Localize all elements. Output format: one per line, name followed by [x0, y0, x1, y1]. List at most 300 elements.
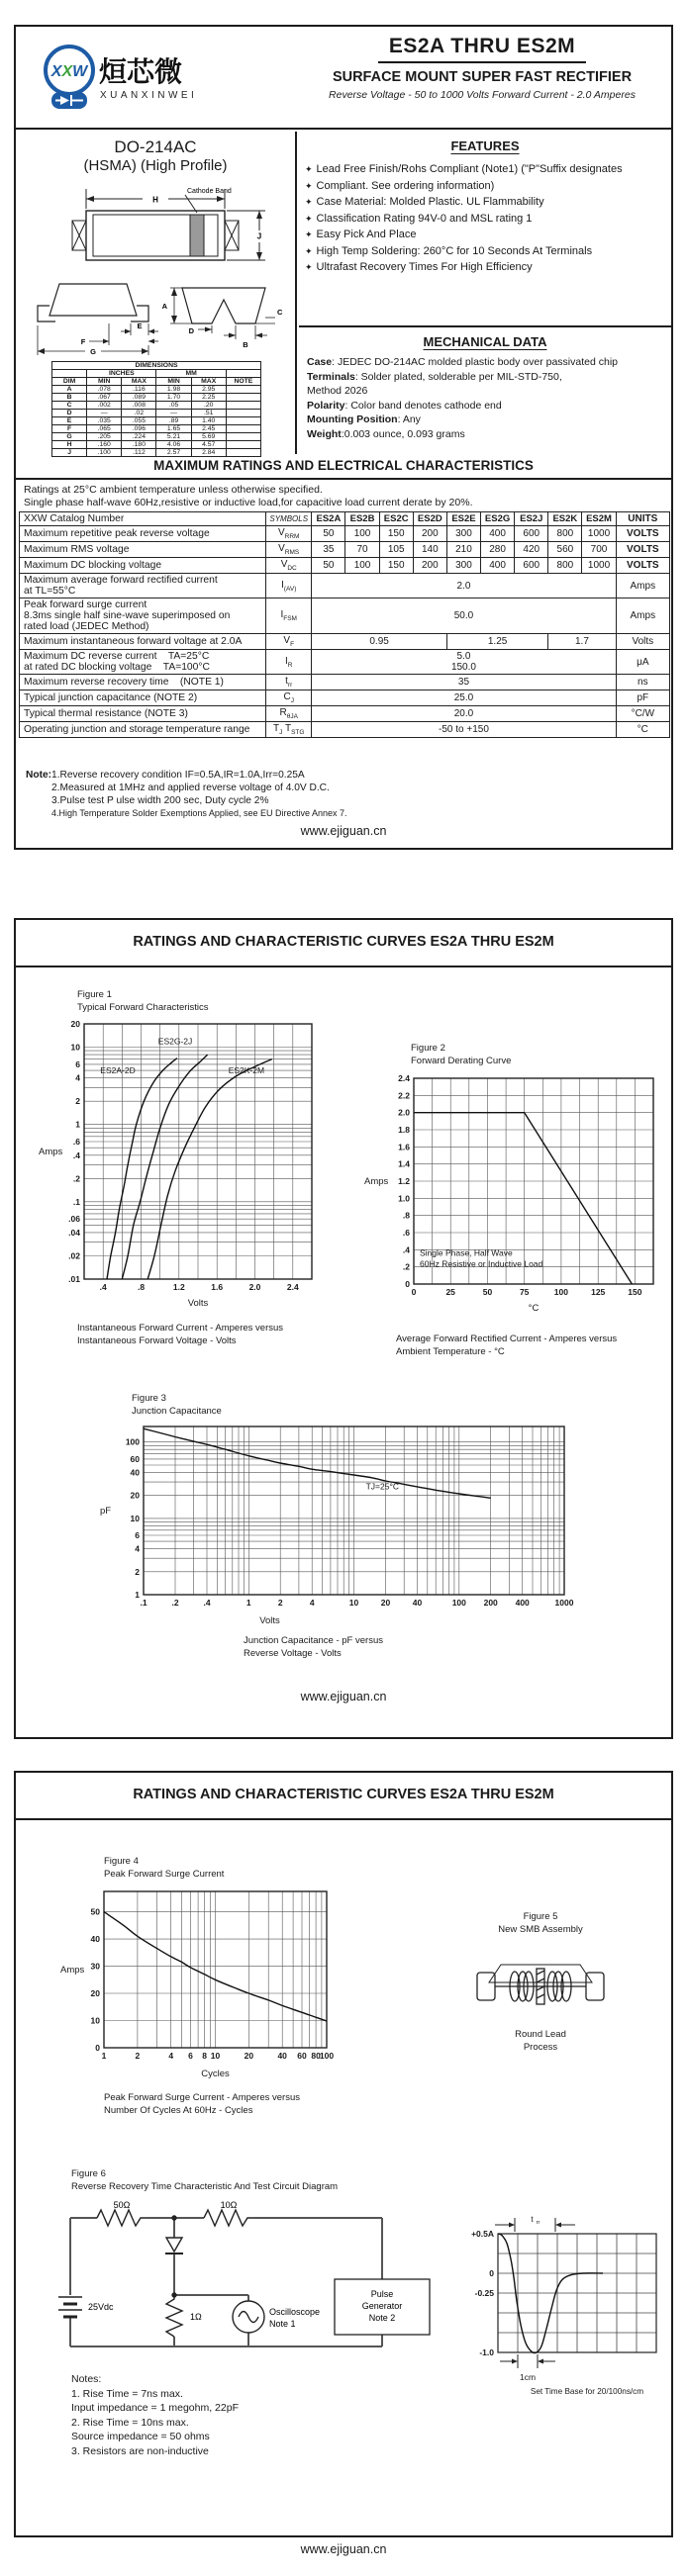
- mechanical-line: [307, 384, 665, 399]
- row-value: 300: [446, 526, 480, 542]
- x-tick-label: 2.0: [248, 1282, 261, 1292]
- note-text: 1.Reverse recovery condition IF=0.5A,IR=1.0A,Irr=0.25A: [51, 770, 305, 781]
- row-symbol: [266, 706, 312, 722]
- page-3: [14, 1771, 673, 2537]
- x-axis-label: °C: [528, 1303, 540, 1314]
- feature-item: [305, 211, 667, 228]
- row-symbol: [266, 650, 312, 675]
- y-tick-label: .6: [72, 1137, 80, 1147]
- arrowhead-icon: [512, 2359, 518, 2364]
- dimensions-table: [51, 361, 261, 457]
- row-value: [312, 650, 616, 675]
- table-row: [52, 394, 261, 402]
- table-cell: 1.70: [156, 394, 191, 402]
- dim-j-label: J: [256, 231, 262, 241]
- table-cell: MAX: [122, 378, 156, 386]
- row-units: pF: [616, 690, 669, 706]
- y-tick-label: 2: [75, 1096, 80, 1107]
- row-value: 200: [413, 526, 446, 542]
- y-tick-label: 30: [90, 1961, 100, 1972]
- symbol-main: T: [282, 723, 292, 734]
- row-label: [20, 722, 266, 738]
- y-tick-label: 0: [405, 1279, 410, 1289]
- x-tick-label: .8: [137, 1282, 146, 1292]
- table-cell: B: [52, 394, 87, 402]
- ratings-conditions: [24, 484, 473, 509]
- x-axis-label: Cycles: [201, 2069, 230, 2079]
- mechanical-text: : Any: [397, 414, 421, 425]
- row-units: °C/W: [616, 706, 669, 722]
- table-cell: INCHES: [87, 370, 156, 378]
- y-tick-label: .2: [402, 1261, 410, 1272]
- table-cell: [226, 410, 260, 417]
- symbol-main: R: [279, 707, 287, 718]
- table-row: [20, 558, 670, 574]
- table-cell: .51: [191, 410, 226, 417]
- table-row: [20, 512, 670, 526]
- title-rule: [16, 1818, 671, 1820]
- arrowhead-icon: [509, 2223, 515, 2228]
- dim-f-label: F: [80, 337, 86, 346]
- row-label: [20, 650, 266, 675]
- title-rule: [378, 61, 586, 63]
- title-block: [299, 35, 665, 101]
- x-tick-label: 125: [591, 1287, 606, 1297]
- figure-name: New SMB Assembly: [498, 1923, 583, 1935]
- table-cell: 2.45: [191, 425, 226, 433]
- table-cell: ES2G: [481, 512, 515, 526]
- note-line: Notes:: [71, 2373, 102, 2385]
- package-name: DO-214AC: [114, 138, 197, 156]
- row-units: VOLTS: [616, 558, 669, 574]
- dim-d-label: D: [188, 326, 194, 335]
- x-tick-label: 40: [412, 1598, 423, 1608]
- table-cell: DIMENSIONS: [52, 362, 261, 370]
- y-axis-label: Amps: [364, 1176, 389, 1187]
- row-value: 35: [312, 675, 616, 690]
- y-tick-label: .8: [402, 1210, 410, 1221]
- bullet-icon: ✦: [305, 245, 313, 256]
- label-line: Maximum reverse recovery time (NOTE 1): [24, 677, 224, 688]
- mechanical-title: MECHANICAL DATA: [423, 334, 547, 349]
- note-line: Input impedance = 1 megohm, 22pF: [71, 2402, 239, 2414]
- page-title: ES2A THRU ES2M: [388, 35, 576, 57]
- caption-line: Peak Forward Surge Current - Amperes versus: [104, 2092, 300, 2103]
- table-cell: H: [52, 441, 87, 449]
- chart-annotation: ES2G-2J: [157, 1036, 193, 1047]
- bullet-icon: ✦: [305, 230, 313, 239]
- caption-line: Process: [523, 2042, 558, 2053]
- row-value: 150: [379, 558, 413, 574]
- table-row: [20, 634, 670, 650]
- label-line: Typical thermal resistance (NOTE 3): [24, 708, 188, 719]
- data-series: [107, 1058, 177, 1279]
- row-label: [20, 690, 266, 706]
- row-value: 420: [515, 542, 548, 558]
- y-tick-label: .4: [402, 1244, 410, 1255]
- x-tick-label: 1000: [554, 1598, 574, 1608]
- table-cell: ES2E: [446, 512, 480, 526]
- figure3-caption: [244, 1634, 383, 1660]
- header: [16, 27, 671, 130]
- figure-number: Figure 4: [104, 1856, 139, 1867]
- feature-text: Compliant. See ordering information): [316, 179, 495, 192]
- table-row: [52, 362, 261, 370]
- note-line: 3. Resistors are non-inductive: [71, 2444, 209, 2457]
- row-units: Volts: [616, 634, 669, 650]
- logo-monogram: [50, 63, 89, 80]
- table-row: [20, 598, 670, 634]
- data-series: [144, 1428, 491, 1498]
- table-row: [20, 675, 670, 690]
- figure-number: Figure 5: [523, 1911, 558, 1922]
- table-cell: .112: [122, 449, 156, 457]
- symbol-sub: DC: [287, 565, 297, 572]
- table-cell: MAX: [191, 378, 226, 386]
- package-panel: [16, 132, 297, 454]
- label-line: Maximum average forward rectified current: [24, 575, 218, 586]
- condition-line: Single phase half-wave 60Hz,resistive or inductive load,for capacitive load current derate by 20%.: [24, 497, 473, 508]
- package-top-view: [32, 181, 281, 272]
- row-value: 800: [548, 558, 582, 574]
- y-tick-label: .6: [402, 1228, 410, 1238]
- table-row: [20, 650, 670, 675]
- table-cell: SYMBOLS: [266, 512, 312, 526]
- x-tick-label: .1: [140, 1598, 147, 1608]
- symbol-sub: rr: [287, 682, 293, 689]
- y-tick-label: 0: [95, 2043, 100, 2053]
- caption-line: Reverse Voltage - Volts: [244, 1648, 342, 1659]
- table-cell: 2.95: [191, 386, 226, 394]
- y-tick-label: 40: [90, 1934, 100, 1945]
- bullet-icon: ✦: [305, 180, 313, 191]
- features-section: [299, 132, 671, 327]
- x-tick-label: 8: [202, 2051, 207, 2061]
- y-tick-label: 100: [125, 1436, 140, 1447]
- row-value: 800: [548, 526, 582, 542]
- table-cell: ES2M: [582, 512, 616, 526]
- symbol-sub: F: [290, 641, 295, 648]
- row-value: 700: [582, 542, 616, 558]
- page-2: [14, 918, 673, 1739]
- chart-annotation: Single Phase, Half Wave: [420, 1247, 513, 1258]
- row-label: [20, 706, 266, 722]
- label-line: Maximum DC blocking voltage: [24, 560, 162, 571]
- row-label: [20, 634, 266, 650]
- row-symbol: [266, 722, 312, 738]
- label-line: Maximum repetitive peak reverse voltage: [24, 528, 210, 539]
- figure-number: Figure 1: [77, 989, 112, 1000]
- company-logo: [38, 37, 242, 120]
- feature-text: Ultrafast Recovery Times For High Efficiency: [316, 261, 533, 273]
- note-line: [26, 769, 347, 782]
- table-cell: MM: [156, 370, 226, 378]
- info-panel: [299, 132, 671, 454]
- feature-item: [305, 227, 667, 243]
- row-units: Amps: [616, 574, 669, 598]
- row-value: 50: [312, 558, 345, 574]
- label-line: at TL=55°C: [24, 586, 76, 597]
- mechanical-line: [307, 370, 665, 385]
- x-tick-label: 100: [451, 1598, 466, 1608]
- mechanical-term: Polarity: [307, 399, 345, 412]
- table-row: [20, 526, 670, 542]
- y-tick-label: 4: [135, 1543, 140, 1554]
- note-text: 4.High Temperature Solder Exemptions Applied, see EU Directive Annex 7.: [51, 808, 347, 818]
- test-circuit-diagram: [55, 2200, 456, 2363]
- note-line: [26, 794, 347, 807]
- caption-line: Round Lead: [515, 2029, 566, 2040]
- feature-text: Classification Rating 94V-0 and MSL rating 1: [316, 212, 533, 225]
- row-value: 50: [312, 526, 345, 542]
- table-cell: .008: [122, 402, 156, 410]
- x-tick-label: 0: [411, 1287, 417, 1297]
- y-tick-label: .4: [72, 1150, 80, 1160]
- x-tick-label: 200: [483, 1598, 498, 1608]
- row-symbol: [266, 634, 312, 650]
- table-cell: ES2B: [345, 512, 379, 526]
- table-cell: .002: [87, 402, 122, 410]
- row-value: 1.7: [548, 634, 616, 650]
- feature-item: [305, 161, 667, 178]
- arrowhead-icon: [555, 2223, 561, 2228]
- figure5-caption: [451, 2028, 630, 2054]
- logo-letter: X: [50, 63, 62, 80]
- caption-line: Instantaneous Forward Current - Amperes versus: [77, 1323, 284, 1334]
- row-value: 400: [481, 526, 515, 542]
- mechanical-term: Terminals: [307, 370, 355, 383]
- row-value: 210: [446, 542, 480, 558]
- y-tick-label: .06: [68, 1214, 80, 1225]
- chart-annotation: ES2K-2M: [228, 1064, 265, 1075]
- figure-name: Typical Forward Characteristics: [77, 1001, 209, 1013]
- label-line: 8.3ms single half sine-wave superimposed on: [24, 610, 231, 621]
- x-tick-label: 2: [277, 1598, 283, 1608]
- x-tick-label: 75: [519, 1287, 530, 1297]
- mechanical-text: : Color band denotes cathode end: [344, 399, 502, 412]
- resistor-1-label: 1Ω: [190, 2312, 202, 2322]
- row-label: [20, 675, 266, 690]
- title-rule: [16, 966, 671, 967]
- table-cell: [52, 370, 87, 378]
- y-tick-label: 20: [70, 1019, 80, 1029]
- table-cell: E: [52, 417, 87, 425]
- chart-annotation: TJ=25°C: [365, 1481, 400, 1492]
- row-value: 560: [548, 542, 582, 558]
- symbol-main: V: [280, 559, 288, 570]
- y-tick-label: 6: [135, 1530, 140, 1540]
- figure4-caption: [104, 2091, 300, 2117]
- table-cell: .05: [156, 402, 191, 410]
- table-cell: MIN: [156, 378, 191, 386]
- row-value: 100: [345, 526, 379, 542]
- row-value: 1000: [582, 558, 616, 574]
- figure-name: Peak Forward Surge Current: [104, 1868, 225, 1880]
- figure2-label: [411, 1043, 511, 1067]
- x-tick-label: 100: [319, 2051, 335, 2061]
- trr-label: t: [531, 2215, 534, 2224]
- caption-line: Ambient Temperature - °C: [396, 1346, 505, 1357]
- x-tick-label: 1: [245, 1598, 251, 1608]
- symbol-main: C: [283, 691, 291, 702]
- y-tick-label: 10: [70, 1042, 80, 1053]
- row-symbol: [266, 598, 312, 634]
- table-cell: .067: [87, 394, 122, 402]
- note-line: [26, 807, 347, 820]
- row-value: 600: [515, 526, 548, 542]
- symbol-main: V: [277, 527, 285, 538]
- row-value: 2.0: [312, 574, 616, 598]
- table-cell: ES2J: [515, 512, 548, 526]
- cm-label: 1cm: [519, 2372, 537, 2382]
- note-label: Note:: [26, 770, 52, 781]
- note-text: 3.Pulse test P ulse width 200 sec, Duty cycle 2%: [51, 795, 269, 806]
- symbol-sub: θJA: [286, 713, 298, 720]
- table-cell: G: [52, 433, 87, 441]
- row-value: 20.0: [312, 706, 616, 722]
- table-cell: [226, 402, 260, 410]
- row-value: 70: [345, 542, 379, 558]
- row-units: ns: [616, 675, 669, 690]
- x-tick-label: 4: [309, 1598, 315, 1608]
- row-value: 50.0: [312, 598, 616, 634]
- row-symbol: [266, 690, 312, 706]
- table-cell: .160: [87, 441, 122, 449]
- figure4-chart: [58, 1884, 339, 2081]
- mechanical-line: [307, 399, 665, 414]
- row-value: 140: [413, 542, 446, 558]
- ratings-notes: [26, 769, 347, 820]
- table-cell: [226, 433, 260, 441]
- table-cell: .078: [87, 386, 122, 394]
- symbol-main: T: [273, 723, 280, 734]
- table-cell: [226, 441, 260, 449]
- figure-number: Figure 2: [411, 1043, 445, 1054]
- x-tick-label: .4: [203, 1598, 211, 1608]
- table-cell: 1.65: [156, 425, 191, 433]
- y-axis-label: Amps: [39, 1147, 63, 1157]
- figure-number: Figure 6: [71, 2168, 106, 2179]
- dim-g-label: G: [90, 347, 96, 356]
- table-cell: —: [156, 410, 191, 417]
- condition-line: Ratings at 25°C ambient temperature unless otherwise specified.: [24, 484, 323, 496]
- table-cell: MIN: [87, 378, 122, 386]
- row-units: μA: [616, 650, 669, 675]
- supply-label: 25Vdc: [88, 2302, 114, 2312]
- table-cell: .205: [87, 433, 122, 441]
- y-tick-label: 4: [75, 1072, 80, 1083]
- y-tick-label: -1.0: [479, 2347, 494, 2357]
- footer-url: www.ejiguan.cn: [300, 824, 387, 838]
- x-tick-label: 60: [297, 2051, 307, 2061]
- x-tick-label: 4: [168, 2051, 174, 2061]
- footer-url: www.ejiguan.cn: [300, 2542, 387, 2556]
- row-label: [20, 598, 266, 634]
- timebase-label: Set Time Base for 20/100ns/cm: [530, 2387, 644, 2396]
- y-tick-label: .04: [68, 1227, 80, 1238]
- table-cell: .20: [191, 402, 226, 410]
- row-value: 35: [312, 542, 345, 558]
- row-value: 200: [413, 558, 446, 574]
- x-tick-label: 400: [515, 1598, 530, 1608]
- table-cell: [226, 425, 260, 433]
- table-cell: UNITS: [616, 512, 669, 526]
- symbol-main: V: [283, 635, 291, 646]
- figure5-label: [451, 1911, 630, 1936]
- symbol-main: V: [278, 543, 285, 554]
- y-tick-label: 0: [489, 2268, 494, 2278]
- x-tick-label: 50: [482, 1287, 493, 1297]
- dim-b-label: B: [243, 340, 248, 349]
- row-label: [20, 542, 266, 558]
- row-symbol: [266, 558, 312, 574]
- y-tick-label: 1: [135, 1590, 140, 1600]
- table-cell: .180: [122, 441, 156, 449]
- row-value: 1000: [582, 526, 616, 542]
- figure6-notes: [71, 2372, 239, 2458]
- table-cell: .02: [122, 410, 156, 417]
- y-tick-label: .1: [72, 1196, 80, 1207]
- generator-label: Generator: [361, 2301, 403, 2311]
- subtitle: SURFACE MOUNT SUPER FAST RECTIFIER: [332, 69, 633, 85]
- recovery-waveform: [456, 2208, 669, 2406]
- feature-text: Case Material: Molded Plastic. UL Flammability: [316, 196, 544, 208]
- row-value: -50 to +150: [312, 722, 616, 738]
- y-tick-label: 10: [130, 1513, 140, 1523]
- label-line: Operating junction and storage temperature range: [24, 724, 250, 735]
- figure6-label: [71, 2168, 338, 2193]
- row-units: °C: [616, 722, 669, 738]
- row-label: [20, 558, 266, 574]
- y-tick-label: .2: [72, 1173, 80, 1184]
- logo-letter: X: [61, 63, 73, 80]
- mechanical-line: [307, 413, 665, 427]
- ratings-table: [19, 511, 670, 738]
- y-tick-label: 60: [130, 1453, 140, 1464]
- mechanical-line: [307, 427, 665, 442]
- label-line: rated load (JEDEC Method): [24, 621, 149, 632]
- x-tick-label: 10: [210, 2051, 221, 2061]
- note-line: 1. Rise Time = 7ns max.: [71, 2387, 183, 2400]
- table-cell: 2.84: [191, 449, 226, 457]
- row-value: 300: [446, 558, 480, 574]
- label-line: Peak forward surge current: [24, 599, 147, 610]
- logo-letter: W: [72, 63, 88, 80]
- table-cell: [226, 394, 260, 402]
- caption-line: Junction Capacitance - pF versus: [244, 1635, 383, 1646]
- features-list: [305, 161, 667, 276]
- row-symbol: [266, 675, 312, 690]
- table-cell: J: [52, 449, 87, 457]
- data-series: [147, 1059, 272, 1279]
- x-tick-label: 40: [277, 2051, 287, 2061]
- table-row: [52, 378, 261, 386]
- row-value: 100: [345, 558, 379, 574]
- y-tick-label: 10: [90, 2015, 100, 2026]
- note-line: [26, 782, 347, 794]
- table-cell: F: [52, 425, 87, 433]
- table-cell: ES2A: [312, 512, 345, 526]
- symbol-main: I: [280, 609, 284, 620]
- figure2-chart: [362, 1070, 667, 1316]
- footer-url: www.ejiguan.cn: [300, 1690, 387, 1703]
- y-tick-label: -0.25: [474, 2288, 494, 2298]
- note-line: Source impedance = 50 ohms: [71, 2431, 210, 2442]
- x-tick-label: 1.6: [211, 1282, 224, 1292]
- x-tick-label: 80: [311, 2051, 321, 2061]
- caption-line: Instantaneous Forward Voltage - Volts: [77, 1335, 237, 1346]
- page3-title: RATINGS AND CHARACTERISTIC CURVES ES2A THRU ES2M: [133, 1787, 554, 1802]
